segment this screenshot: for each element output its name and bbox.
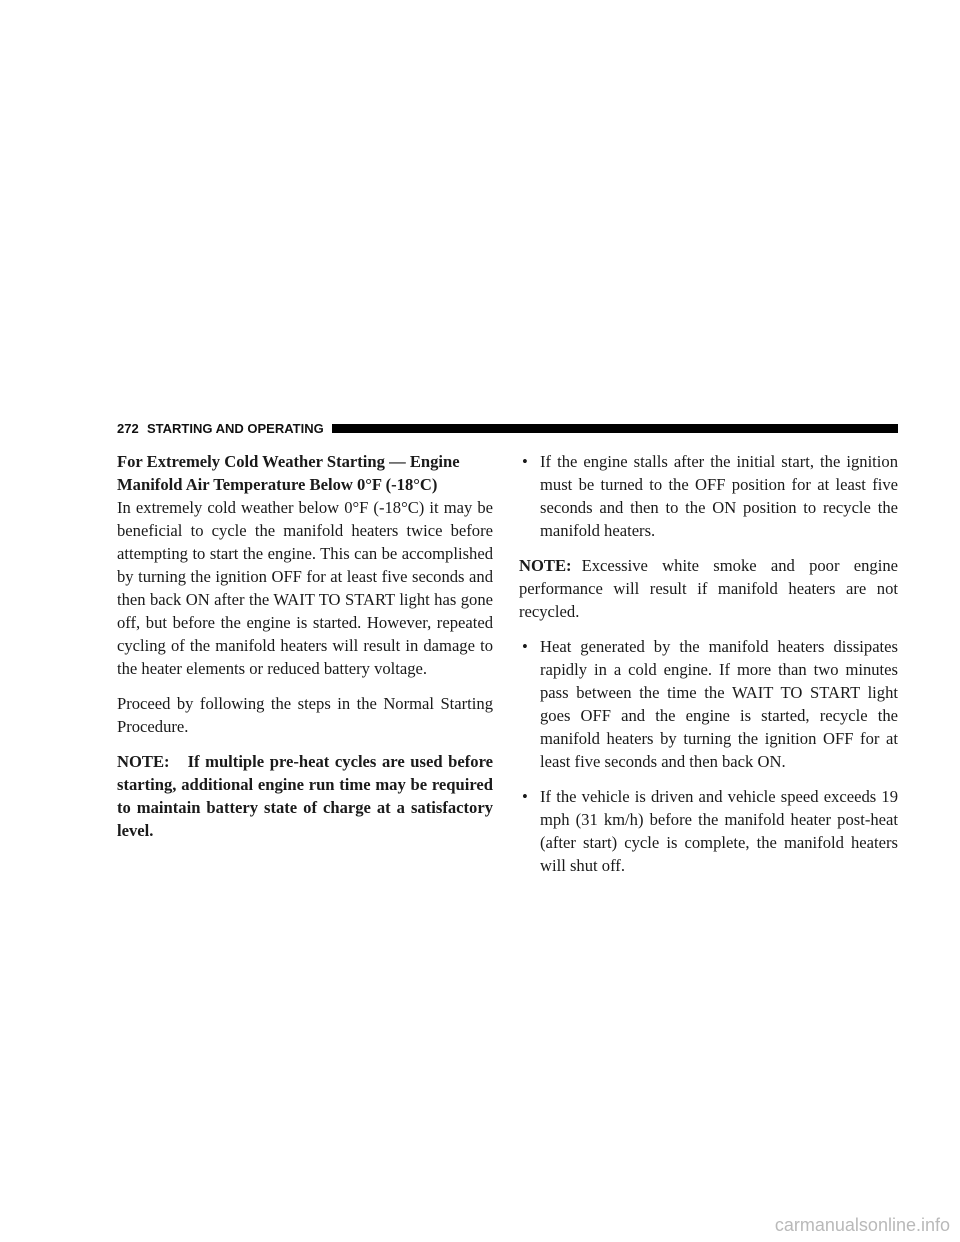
section-heading-line-1: For Extremely Cold Weather Starting — Engine xyxy=(117,452,460,471)
bullet-icon: • xyxy=(522,637,528,656)
list-item-vehicle-speed xyxy=(519,785,898,877)
section-title: STARTING AND OPERATING xyxy=(147,421,324,436)
list-item-engine-stalls xyxy=(519,450,898,542)
bullet-icon: • xyxy=(522,452,528,471)
list-item-text: Heat generated by the manifold heaters dissipates rapidly in a cold engine. If more than two minutes pass between the time the WAIT TO START light goes OFF and the engine is started, recycle the manifold heaters by turning the ignition OFF for at least five seconds and then back ON. xyxy=(540,637,898,771)
left-column xyxy=(117,450,493,842)
note-label: NOTE: xyxy=(117,752,170,771)
page-header xyxy=(117,418,898,440)
right-column xyxy=(519,450,898,877)
list-item-text: If the vehicle is driven and vehicle speed exceeds 19 mph (31 km/h) before the manifold heater post-heat (after start) cycle is complete, the manifold heaters will shut off. xyxy=(540,787,898,875)
proceed-paragraph: Proceed by following the steps in the Normal Starting Procedure. xyxy=(117,694,493,736)
note-text: If multiple pre-heat cycles are used before starting, additional engine run time may be required to maintain battery state of charge at a satisfactory level. xyxy=(117,752,493,840)
cold-weather-paragraph: In extremely cold weather below 0°F (-18°C) it may be beneficial to cycle the manifold heaters twice before attempting to start the engine. This can be accomplished by turning the ignition OFF for at least five seconds and then back ON after the WAIT TO START light has gone off, but before the engine is started. However, repeated cycling of the manifold heaters will result in damage to the heater elements or reduced battery voltage. xyxy=(117,498,493,678)
list-item-text: If the engine stalls after the initial start, the ignition must be turned to the OFF position for at least five seconds and then to the ON position to recycle the manifold heaters. xyxy=(540,452,898,540)
preheat-note xyxy=(117,750,493,842)
bullet-icon: • xyxy=(522,787,528,806)
section-heading-line-2: Manifold Air Temperature Below 0°F (-18°C) xyxy=(117,475,438,494)
list-item-heat-dissipates xyxy=(519,635,898,773)
smoke-note xyxy=(519,554,898,623)
watermark-text: carmanualsonline.info xyxy=(774,1215,950,1235)
page-number: 272 xyxy=(117,421,139,436)
note-label: NOTE: xyxy=(519,556,572,575)
header-rule xyxy=(332,424,898,433)
note-text: Excessive white smoke and poor engine performance will result if manifold heaters are not recycled. xyxy=(519,556,898,621)
